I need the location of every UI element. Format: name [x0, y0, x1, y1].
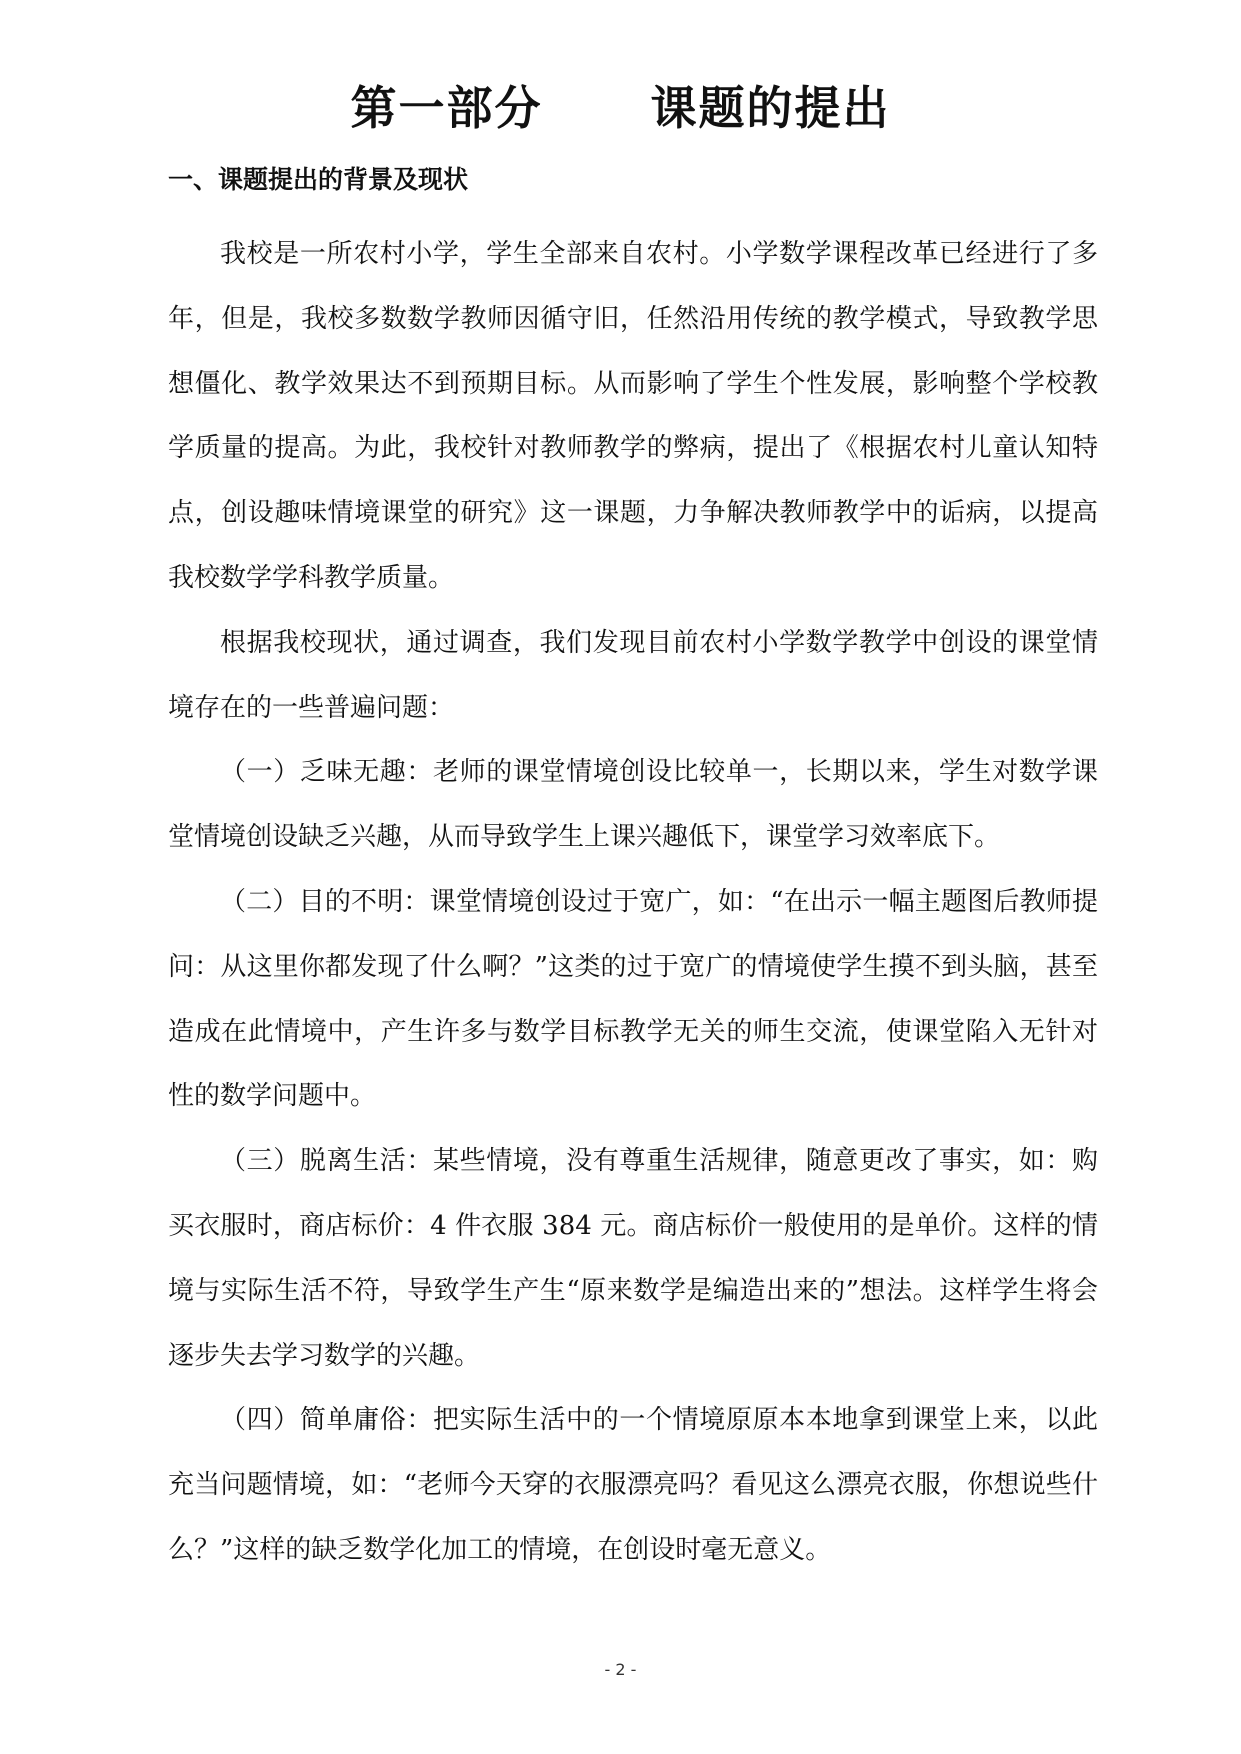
paragraph-problem-4: （四）简单庸俗：把实际生活中的一个情境原原本本地拿到课堂上来，以此充当问题情境，如：“老师今天穿的衣服漂亮吗？看见这么漂亮衣服，你想说些什么？”这样的缺乏数学化加工的情境，在创设时毫无意义。: [168, 1405, 1098, 1565]
paragraph-problem-2: （二）目的不明：课堂情境创设过于宽广，如：“在出示一幅主题图后教师提问：从这里你都发现了什么啊？”这类的过于宽广的情境使学生摸不到头脑，甚至造成在此情境中，产生许多与数学目标教学无关的师生交流，使课堂陷入无针对性的数学问题中。: [168, 886, 1098, 1112]
paragraph-problem-1: （一）乏味无趣：老师的课堂情境创设比较单一，长期以来，学生对数学课堂情境创设缺乏兴趣，从而导致学生上课兴趣低下，课堂学习效率底下。: [168, 757, 1098, 853]
page-number: - 2 -: [604, 1660, 637, 1679]
page-title: 第一部分 课题的提出: [350, 81, 891, 135]
paragraph-background: 我校是一所农村小学，学生全部来自农村。小学数学课程改革已经进行了多年，但是，我校多数数学教师因循守旧，任然沿用传统的教学模式，导致教学思想僵化、教学效果达不到预期目标。从而影响了学生个性发展，影响整个学校教学质量的提高。为此，我校针对教师教学的弊病，提出了《根据农村儿童认知特点，创设趣味情境课堂的研究》这一课题，力争解决教师教学中的诟病，以提高我校数学学科教学质量。: [168, 239, 1098, 593]
paragraph-survey-intro: 根据我校现状，通过调查，我们发现目前农村小学数学教学中创设的课堂情境存在的一些普遍问题：: [168, 627, 1098, 723]
paragraph-problem-3: （三）脱离生活：某些情境，没有尊重生活规律，随意更改了事实，如：购买衣服时，商店标价：4 件衣服 384 元。商店标价一般使用的是单价。这样的情境与实际生活不符，导致学生产生“原来数学是编造出来的”想法。这样学生将会逐步失去学习数学的兴趣。: [168, 1146, 1098, 1371]
section-heading: 一、课题提出的背景及现状: [168, 165, 469, 194]
body-text: [168, 222, 1098, 1583]
